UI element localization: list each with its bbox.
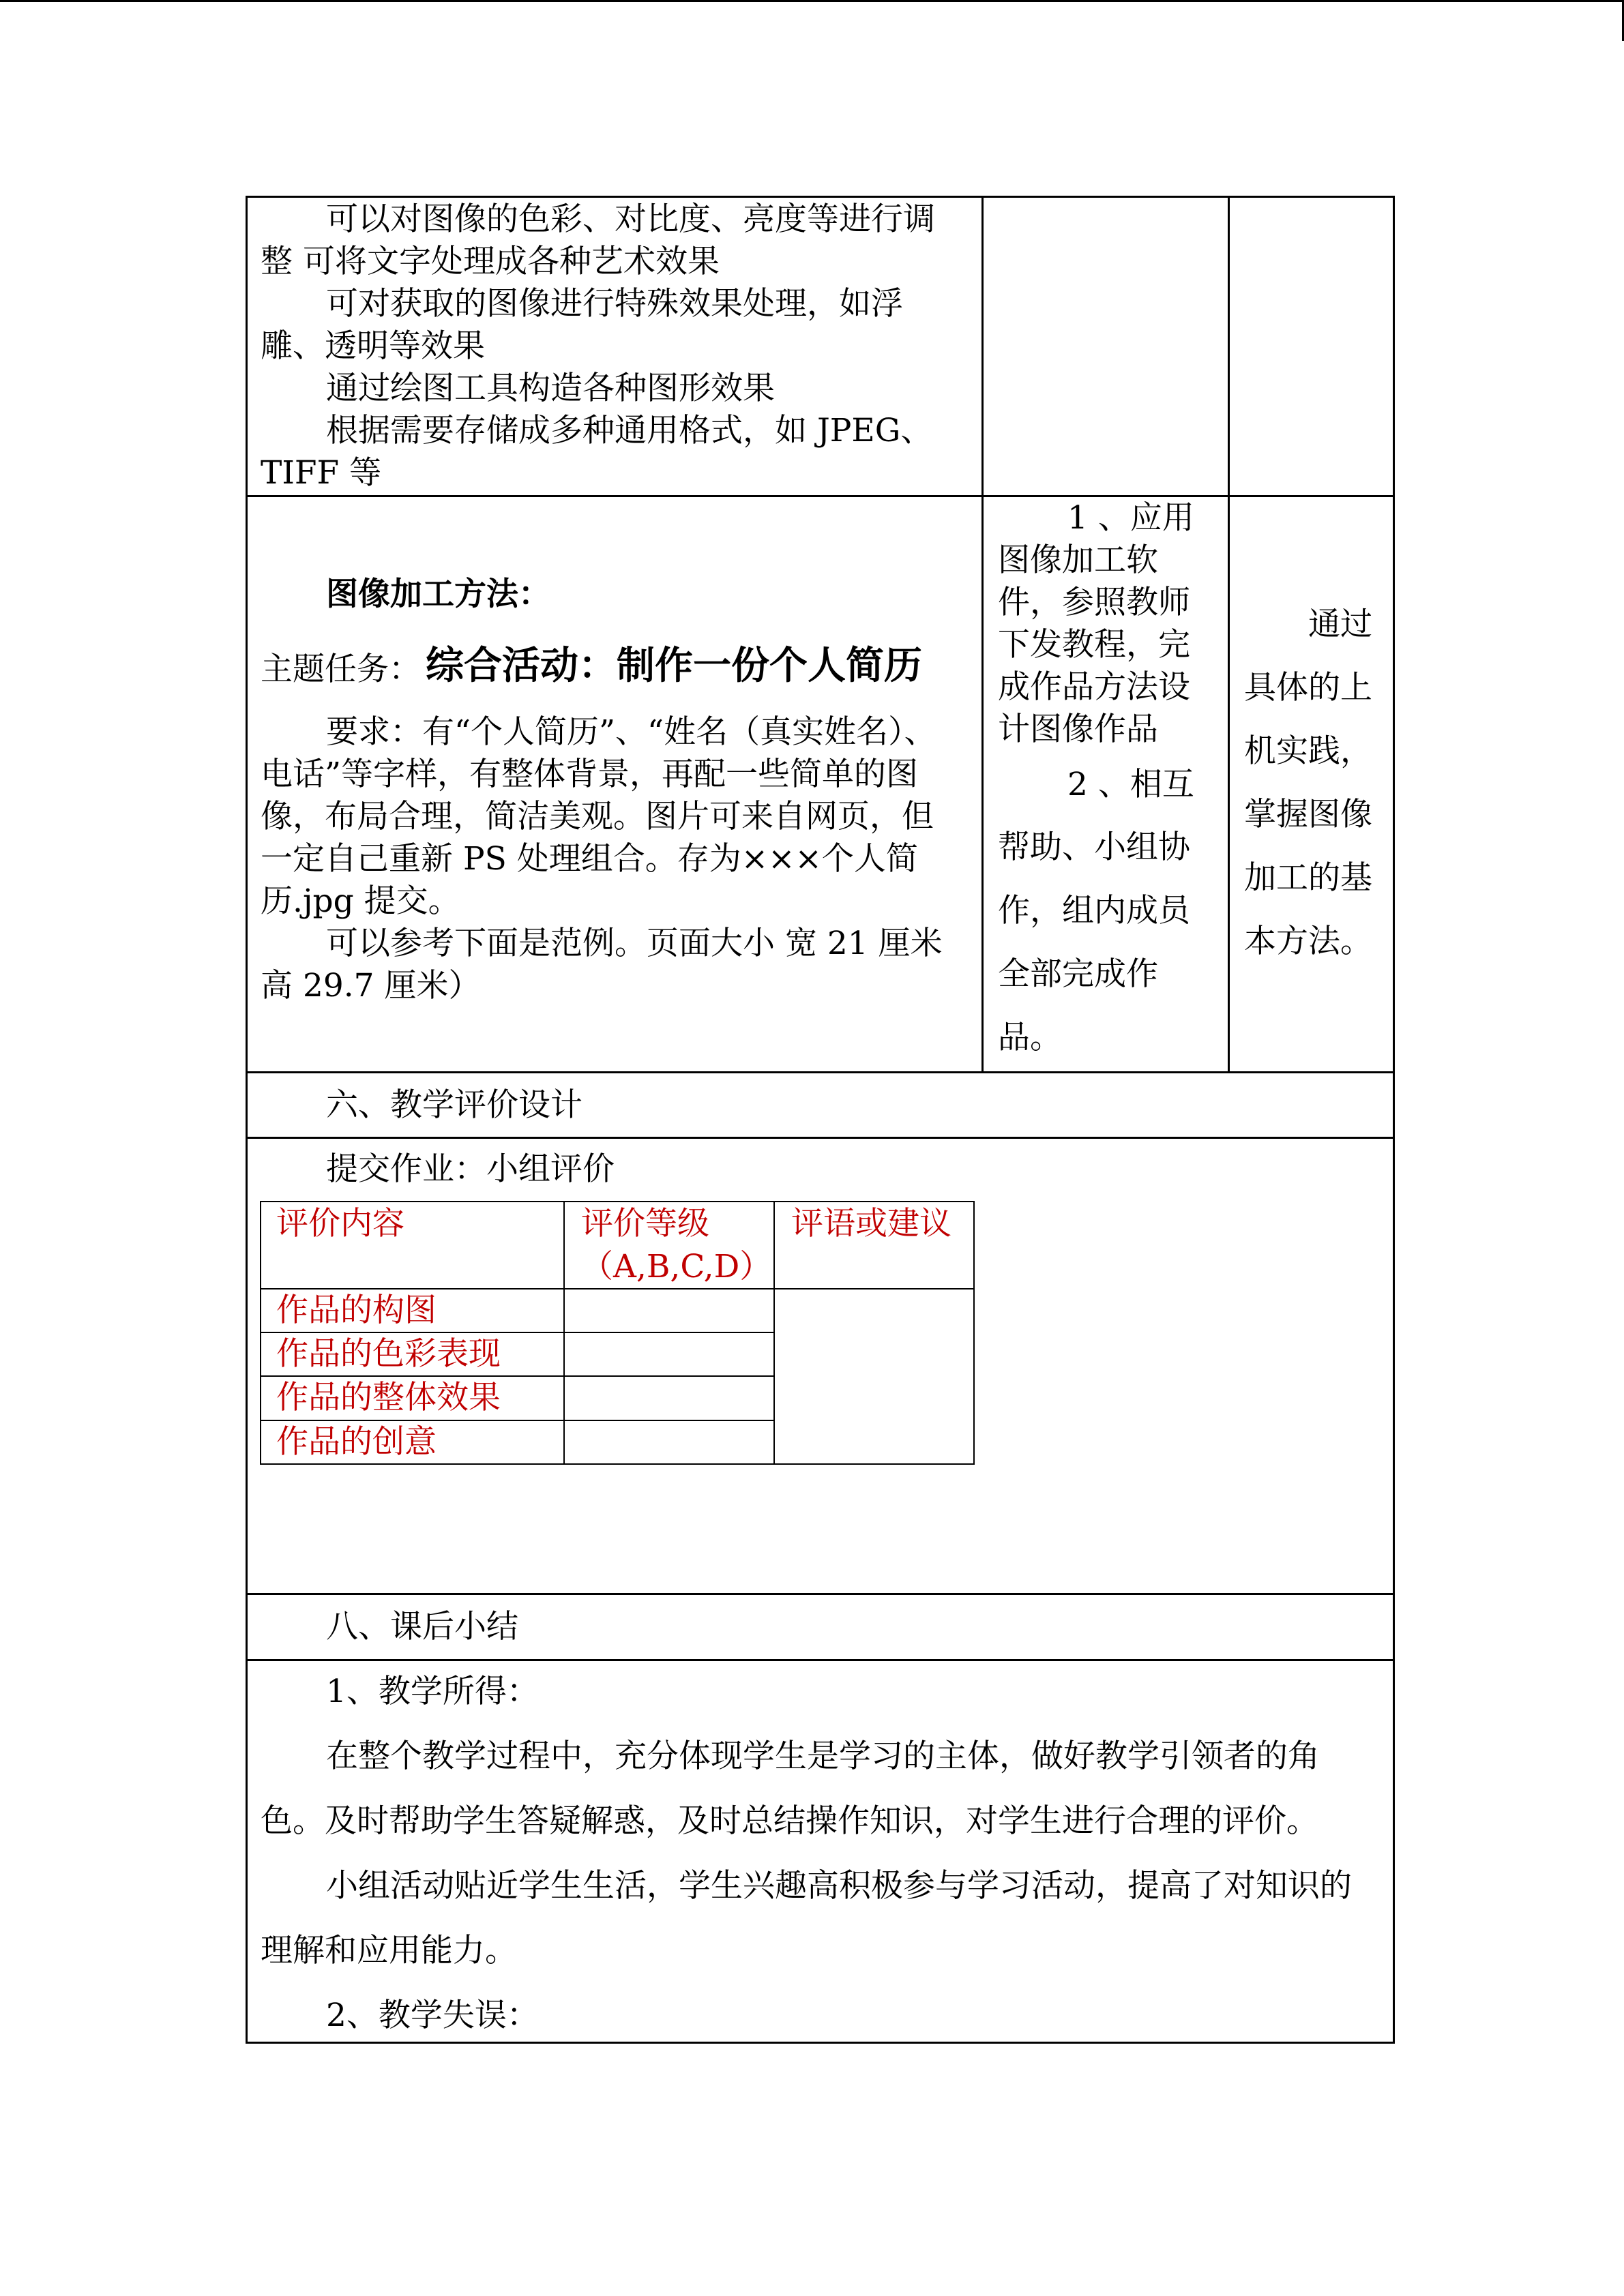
row2-right-cell bbox=[1228, 495, 1395, 1073]
student-line: 下发教程，完 bbox=[998, 626, 1190, 664]
summary-gain-title: 1、教学所得： bbox=[326, 1673, 539, 1710]
page-top-rule bbox=[0, 0, 1624, 2]
summary-mistake-title: 2、教学失误： bbox=[326, 1997, 539, 2034]
student-line: 全部完成作 bbox=[998, 955, 1158, 993]
student-line: 件，参照教师 bbox=[998, 584, 1190, 621]
section6-heading: 六、教学评价设计 bbox=[326, 1086, 582, 1124]
row1-right-cell bbox=[1228, 196, 1395, 497]
student-line: 2 、相互 bbox=[1067, 766, 1194, 803]
row1-line: 整 可将文字处理成各种艺术效果 bbox=[261, 243, 720, 280]
student-line: 作，组内成员 bbox=[998, 892, 1190, 929]
purpose-line: 加工的基 bbox=[1244, 859, 1372, 897]
requirement-line: 一定自己重新 PS 处理组合。存为×××个人简 bbox=[261, 840, 918, 878]
summary-line: 色。及时帮助学生答疑解惑，及时总结操作知识，对学生进行合理的评价。 bbox=[261, 1802, 1318, 1840]
row1-line: 雕、透明等效果 bbox=[261, 327, 485, 365]
summary-cell bbox=[246, 1659, 1395, 2044]
header-grade: 评价等级 bbox=[581, 1205, 709, 1242]
purpose-line: 具体的上 bbox=[1244, 669, 1372, 706]
evaluation-item: 作品的色彩表现 bbox=[276, 1335, 501, 1373]
purpose-line: 机实践， bbox=[1244, 732, 1372, 770]
purpose-line: 掌握图像 bbox=[1244, 796, 1372, 833]
row1-line: 通过绘图工具构造各种图形效果 bbox=[326, 370, 775, 407]
row1-line: 可以对图像的色彩、对比度、亮度等进行调 bbox=[326, 200, 935, 238]
student-line: 1 、应用 bbox=[1067, 499, 1194, 537]
student-line: 品。 bbox=[998, 1019, 1062, 1056]
purpose-line: 本方法。 bbox=[1244, 923, 1372, 960]
summary-line: 在整个教学过程中，充分体现学生是学习的主体，做好教学引领者的角 bbox=[326, 1738, 1320, 1775]
header-content: 评价内容 bbox=[276, 1205, 404, 1242]
purpose-line: 通过 bbox=[1308, 606, 1372, 643]
row1-mid-cell bbox=[981, 196, 1230, 497]
header-comments: 评语或建议 bbox=[791, 1205, 951, 1242]
task-prefix: 主题任务： bbox=[261, 651, 421, 688]
row1-line: 根据需要存储成多种通用格式，如 JPEG、 bbox=[326, 412, 933, 449]
evaluation-item: 作品的整体效果 bbox=[276, 1379, 501, 1416]
method-heading: 图像加工方法： bbox=[326, 576, 550, 613]
evaluation-item: 作品的创意 bbox=[276, 1423, 437, 1461]
requirement-line: 历.jpg 提交。 bbox=[261, 882, 460, 920]
evaluation-item: 作品的构图 bbox=[276, 1292, 437, 1329]
row1-line: TIFF 等 bbox=[261, 454, 382, 492]
requirement-line: 可以参考下面是范例。页面大小 宽 21 厘米 bbox=[326, 925, 943, 962]
requirement-line: 要求：有“个人简历”、“姓名（真实姓名）、 bbox=[326, 713, 936, 751]
student-line: 成作品方法设 bbox=[998, 668, 1190, 706]
requirement-line: 电话”等字样，有整体背景，再配一些简单的图 bbox=[261, 756, 919, 793]
task-title: 综合活动：制作一份个人简历 bbox=[426, 643, 922, 688]
header-grade-scale: （A,B,C,D） bbox=[581, 1248, 772, 1285]
section8-heading: 八、课后小结 bbox=[326, 1608, 518, 1645]
student-line: 图像加工软 bbox=[998, 541, 1158, 579]
student-line: 帮助、小组协 bbox=[998, 829, 1190, 866]
summary-line: 理解和应用能力。 bbox=[261, 1932, 517, 1969]
student-line: 计图像作品 bbox=[998, 711, 1158, 748]
requirement-line: 高 29.7 厘米） bbox=[261, 967, 481, 1004]
summary-line: 小组活动贴近学生生活，学生兴趣高积极参与学习活动，提高了对知识的 bbox=[326, 1867, 1352, 1905]
requirement-line: 像，布局合理，简洁美观。图片可来自网页，但 bbox=[261, 798, 934, 835]
row1-line: 可对获取的图像进行特殊效果处理，如浮 bbox=[326, 285, 903, 323]
evaluation-intro: 提交作业：小组评价 bbox=[326, 1150, 615, 1188]
